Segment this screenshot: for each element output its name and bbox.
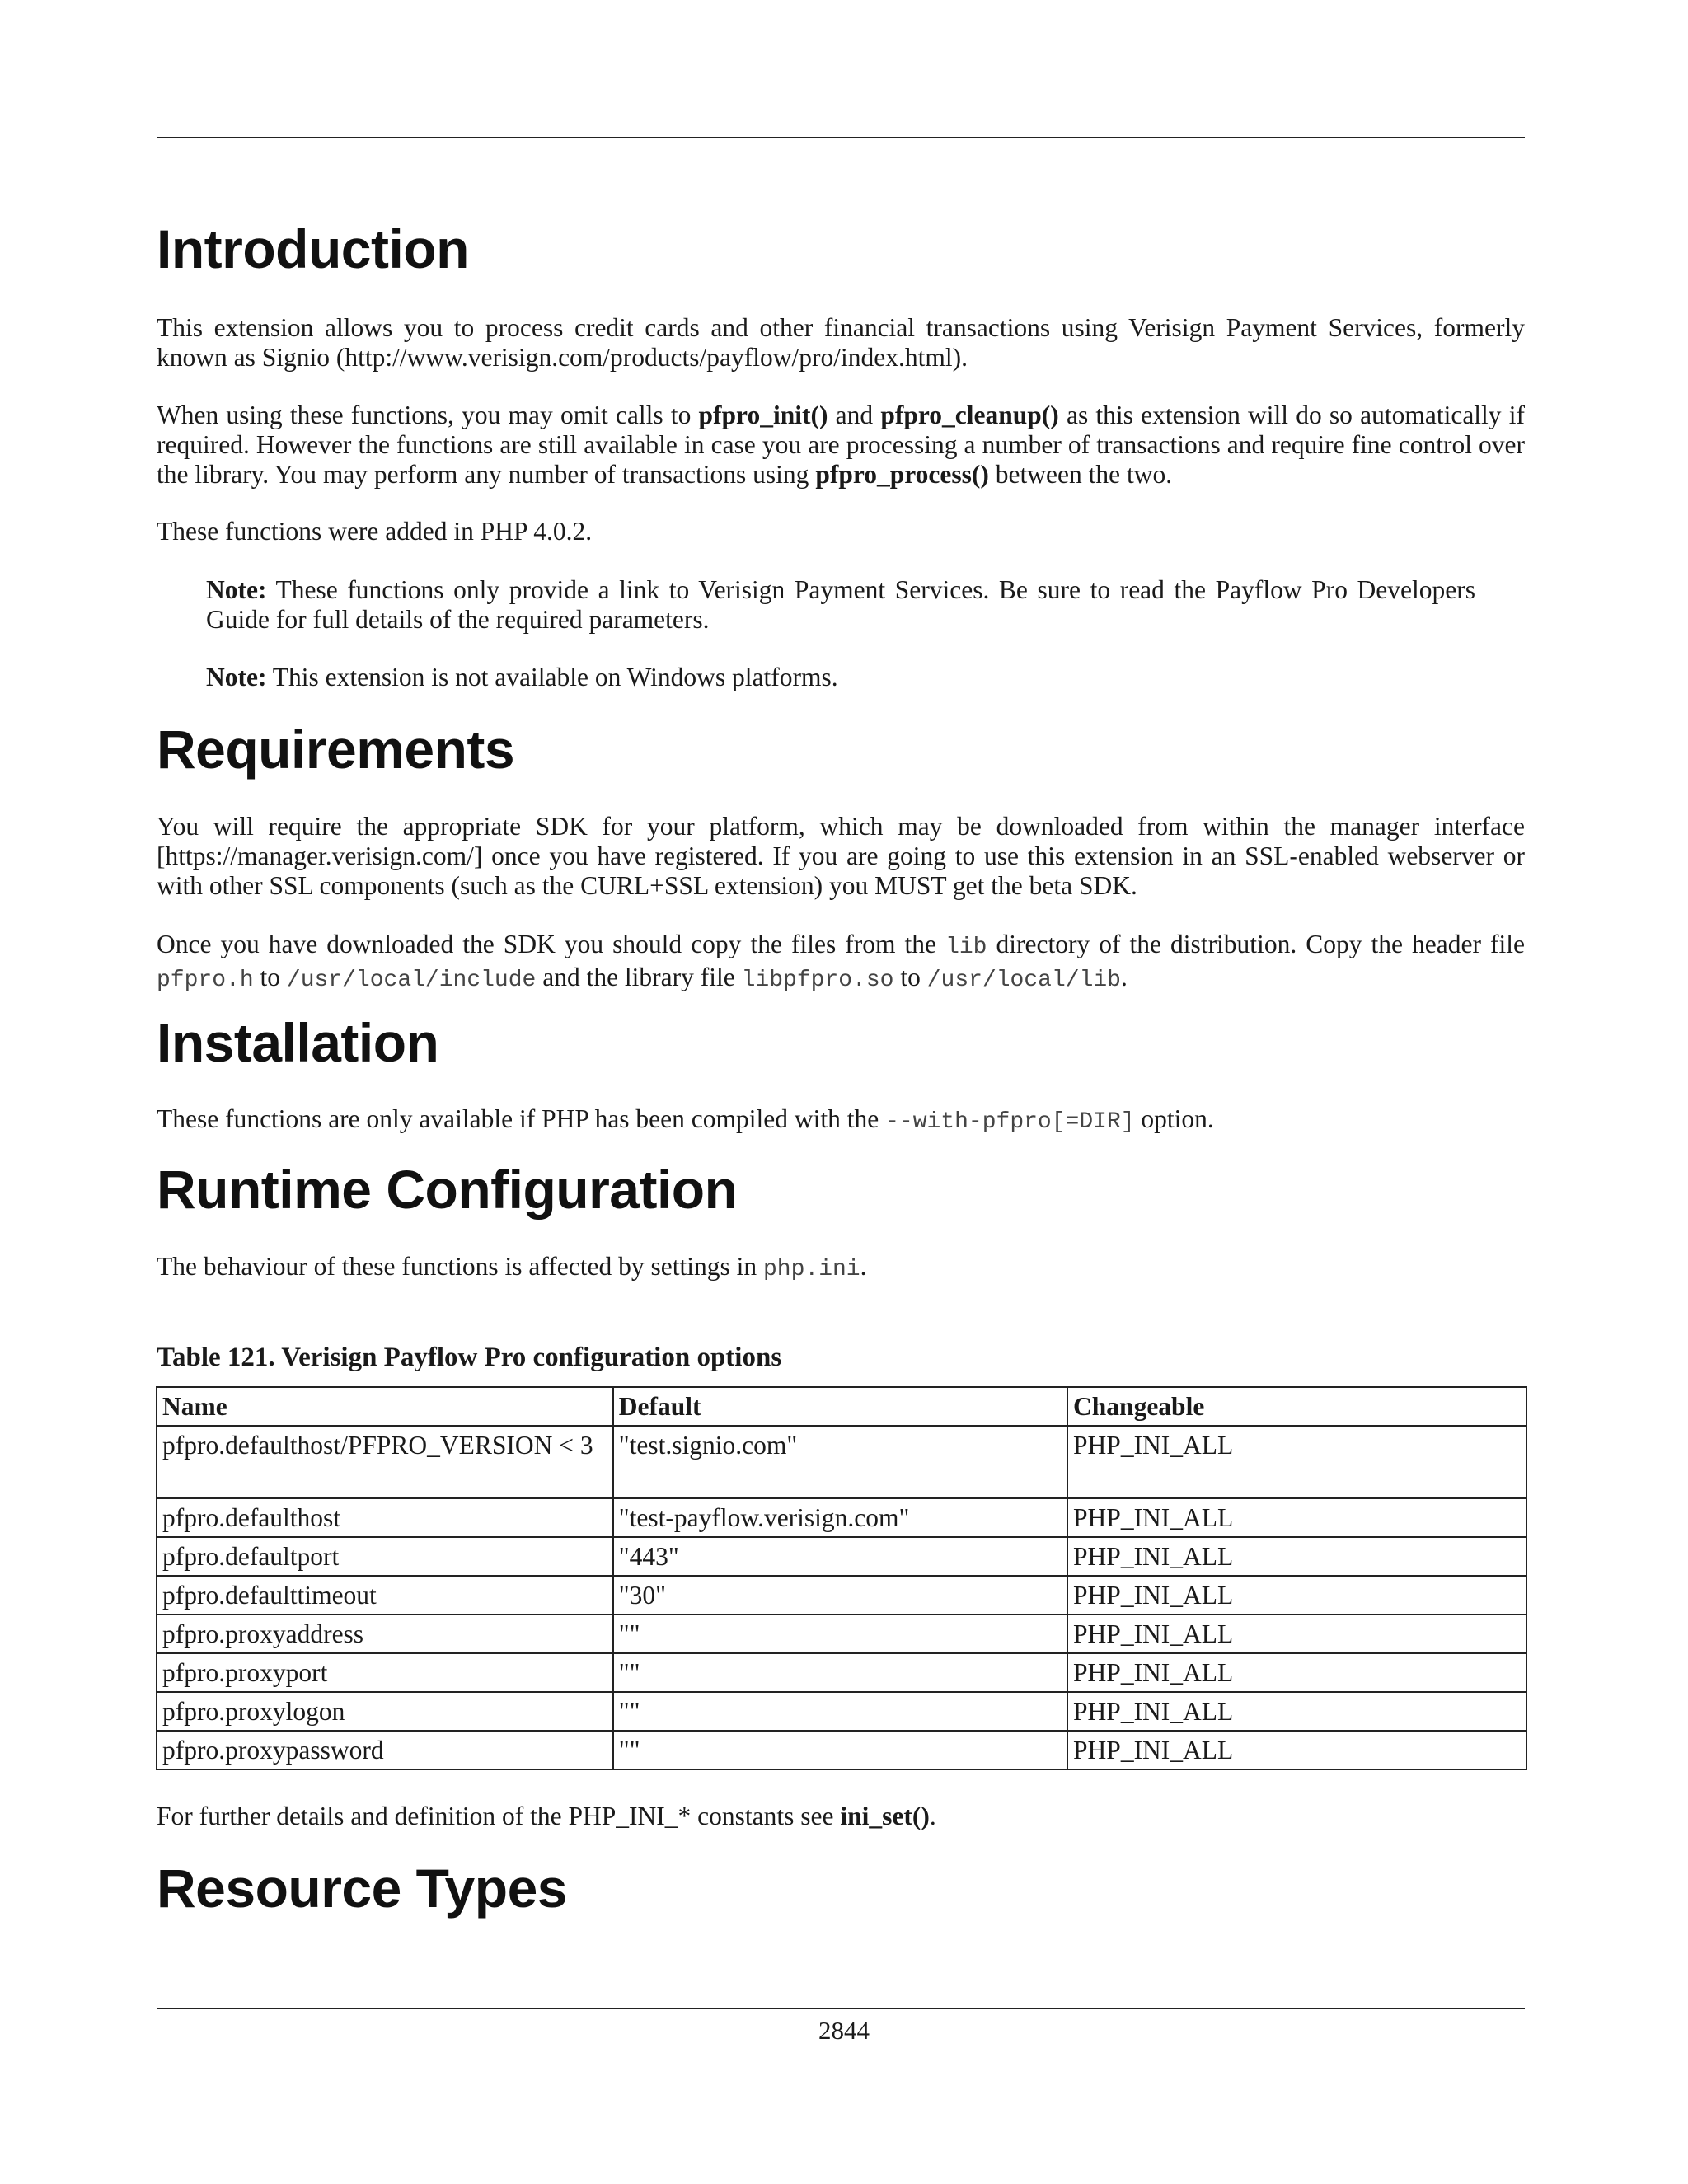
- table-row: [157, 1731, 1526, 1769]
- func-pfpro-cleanup: pfpro_cleanup(): [880, 401, 1059, 429]
- code-lib: lib: [945, 935, 987, 960]
- cell-changeable: PHP_INI_ALL: [1067, 1692, 1526, 1731]
- table-row: [157, 1653, 1526, 1692]
- cell-default: "": [613, 1692, 1067, 1731]
- intro-paragraph-1: This extension allows you to process credit cards and other financial transactions using Verisign Payment Services, formerly known as Signio (http://www.verisign.com/products/payflow/pro/index.html).: [157, 313, 1525, 372]
- heading-resource-types: Resource Types: [157, 1858, 567, 1919]
- intro-paragraph-3: These functions were added in PHP 4.0.2.: [157, 517, 593, 546]
- installation-paragraph: These functions are only available if PHP has been compiled with the --with-pfpro[=DIR] option.: [157, 1104, 1214, 1135]
- config-options-table: [156, 1386, 1527, 1770]
- func-pfpro-process: pfpro_process(): [815, 460, 989, 489]
- cell-name: pfpro.defaultport: [157, 1537, 613, 1576]
- cell-name: pfpro.proxyport: [157, 1653, 613, 1692]
- note-label: Note:: [206, 575, 267, 604]
- cell-changeable: PHP_INI_ALL: [1067, 1498, 1526, 1537]
- cell-changeable: PHP_INI_ALL: [1067, 1537, 1526, 1576]
- cell-changeable: PHP_INI_ALL: [1067, 1615, 1526, 1653]
- func-pfpro-init: pfpro_init(): [698, 401, 828, 429]
- cell-default: "443": [613, 1537, 1067, 1576]
- cell-name: pfpro.proxyaddress: [157, 1615, 613, 1653]
- func-ini-set: ini_set(): [840, 1802, 930, 1830]
- cell-default: "30": [613, 1576, 1067, 1615]
- note-label: Note:: [206, 663, 267, 691]
- cell-default: "": [613, 1615, 1067, 1653]
- code-libpfpro-so: libpfpro.so: [741, 968, 894, 993]
- cell-changeable: PHP_INI_ALL: [1067, 1653, 1526, 1692]
- table-row: [157, 1537, 1526, 1576]
- table-caption: Table 121. Verisign Payflow Pro configuration options: [157, 1343, 782, 1372]
- column-header-changeable: Changeable: [1067, 1387, 1526, 1426]
- cell-default: "test.signio.com": [613, 1426, 1067, 1498]
- code-php-ini: php.ini: [762, 1257, 860, 1282]
- cell-name: pfpro.proxypassword: [157, 1731, 613, 1769]
- heading-installation: Installation: [157, 1012, 439, 1073]
- page-number: 2844: [818, 2016, 870, 2045]
- code-pfpro-h: pfpro.h: [157, 968, 254, 993]
- table-header-row: [157, 1387, 1526, 1426]
- heading-requirements: Requirements: [157, 719, 515, 780]
- table-row: [157, 1426, 1526, 1498]
- cell-name: pfpro.defaulttimeout: [157, 1576, 613, 1615]
- intro-paragraph-2: When using these functions, you may omit calls to pfpro_init() and pfpro_cleanup() as this extension will do so automatically if required. However the functions are still available in case you are processing a number of transactions and require fine control over the library. You may perform any number of transactions using pfpro_process() between the two.: [157, 401, 1525, 489]
- table-row: [157, 1576, 1526, 1615]
- heading-introduction: Introduction: [157, 218, 469, 279]
- column-header-name: Name: [157, 1387, 613, 1426]
- header-divider: [157, 137, 1525, 138]
- requirements-paragraph-2: Once you have downloaded the SDK you should copy the files from the lib directory of the distribution. Copy the header file pfpro.h to /usr/local/include and the library file libpfpro.so to /usr/local/lib.: [157, 930, 1525, 993]
- cell-name: pfpro.proxylogon: [157, 1692, 613, 1731]
- table-row: [157, 1615, 1526, 1653]
- ini-set-paragraph: For further details and definition of the PHP_INI_* constants see ini_set().: [157, 1802, 936, 1830]
- cell-default: "test-payflow.verisign.com": [613, 1498, 1067, 1537]
- code-usr-local-lib: /usr/local/lib: [926, 968, 1121, 993]
- note-windows: Note: This extension is not available on Windows platforms.: [206, 663, 838, 691]
- code-usr-local-include: /usr/local/include: [286, 968, 537, 993]
- footer-divider: [157, 2008, 1525, 2009]
- heading-runtime-configuration: Runtime Configuration: [157, 1159, 738, 1220]
- note-payflow-guide: Note: These functions only provide a link to Verisign Payment Services. Be sure to read the Payflow Pro Developers Guide for full details of the required parameters.: [206, 575, 1475, 634]
- cell-changeable: PHP_INI_ALL: [1067, 1576, 1526, 1615]
- cell-changeable: PHP_INI_ALL: [1067, 1426, 1526, 1498]
- table-row: [157, 1692, 1526, 1731]
- table-row: [157, 1498, 1526, 1537]
- code-with-pfpro: --with-pfpro[=DIR]: [885, 1109, 1135, 1135]
- cell-name: pfpro.defaulthost/PFPRO_VERSION < 3: [157, 1426, 613, 1498]
- cell-default: "": [613, 1653, 1067, 1692]
- cell-default: "": [613, 1731, 1067, 1769]
- column-header-default: Default: [613, 1387, 1067, 1426]
- cell-name: pfpro.defaulthost: [157, 1498, 613, 1537]
- runtime-paragraph: The behaviour of these functions is affected by settings in php.ini.: [157, 1252, 867, 1282]
- cell-changeable: PHP_INI_ALL: [1067, 1731, 1526, 1769]
- requirements-paragraph-1: You will require the appropriate SDK for your platform, which may be downloaded from within the manager interface [https://manager.verisign.com/] once you have registered. If you are going to use this extension in an SSL-enabled webserver or with other SSL components (such as the CURL+SSL extension) you MUST get the beta SDK.: [157, 812, 1525, 900]
